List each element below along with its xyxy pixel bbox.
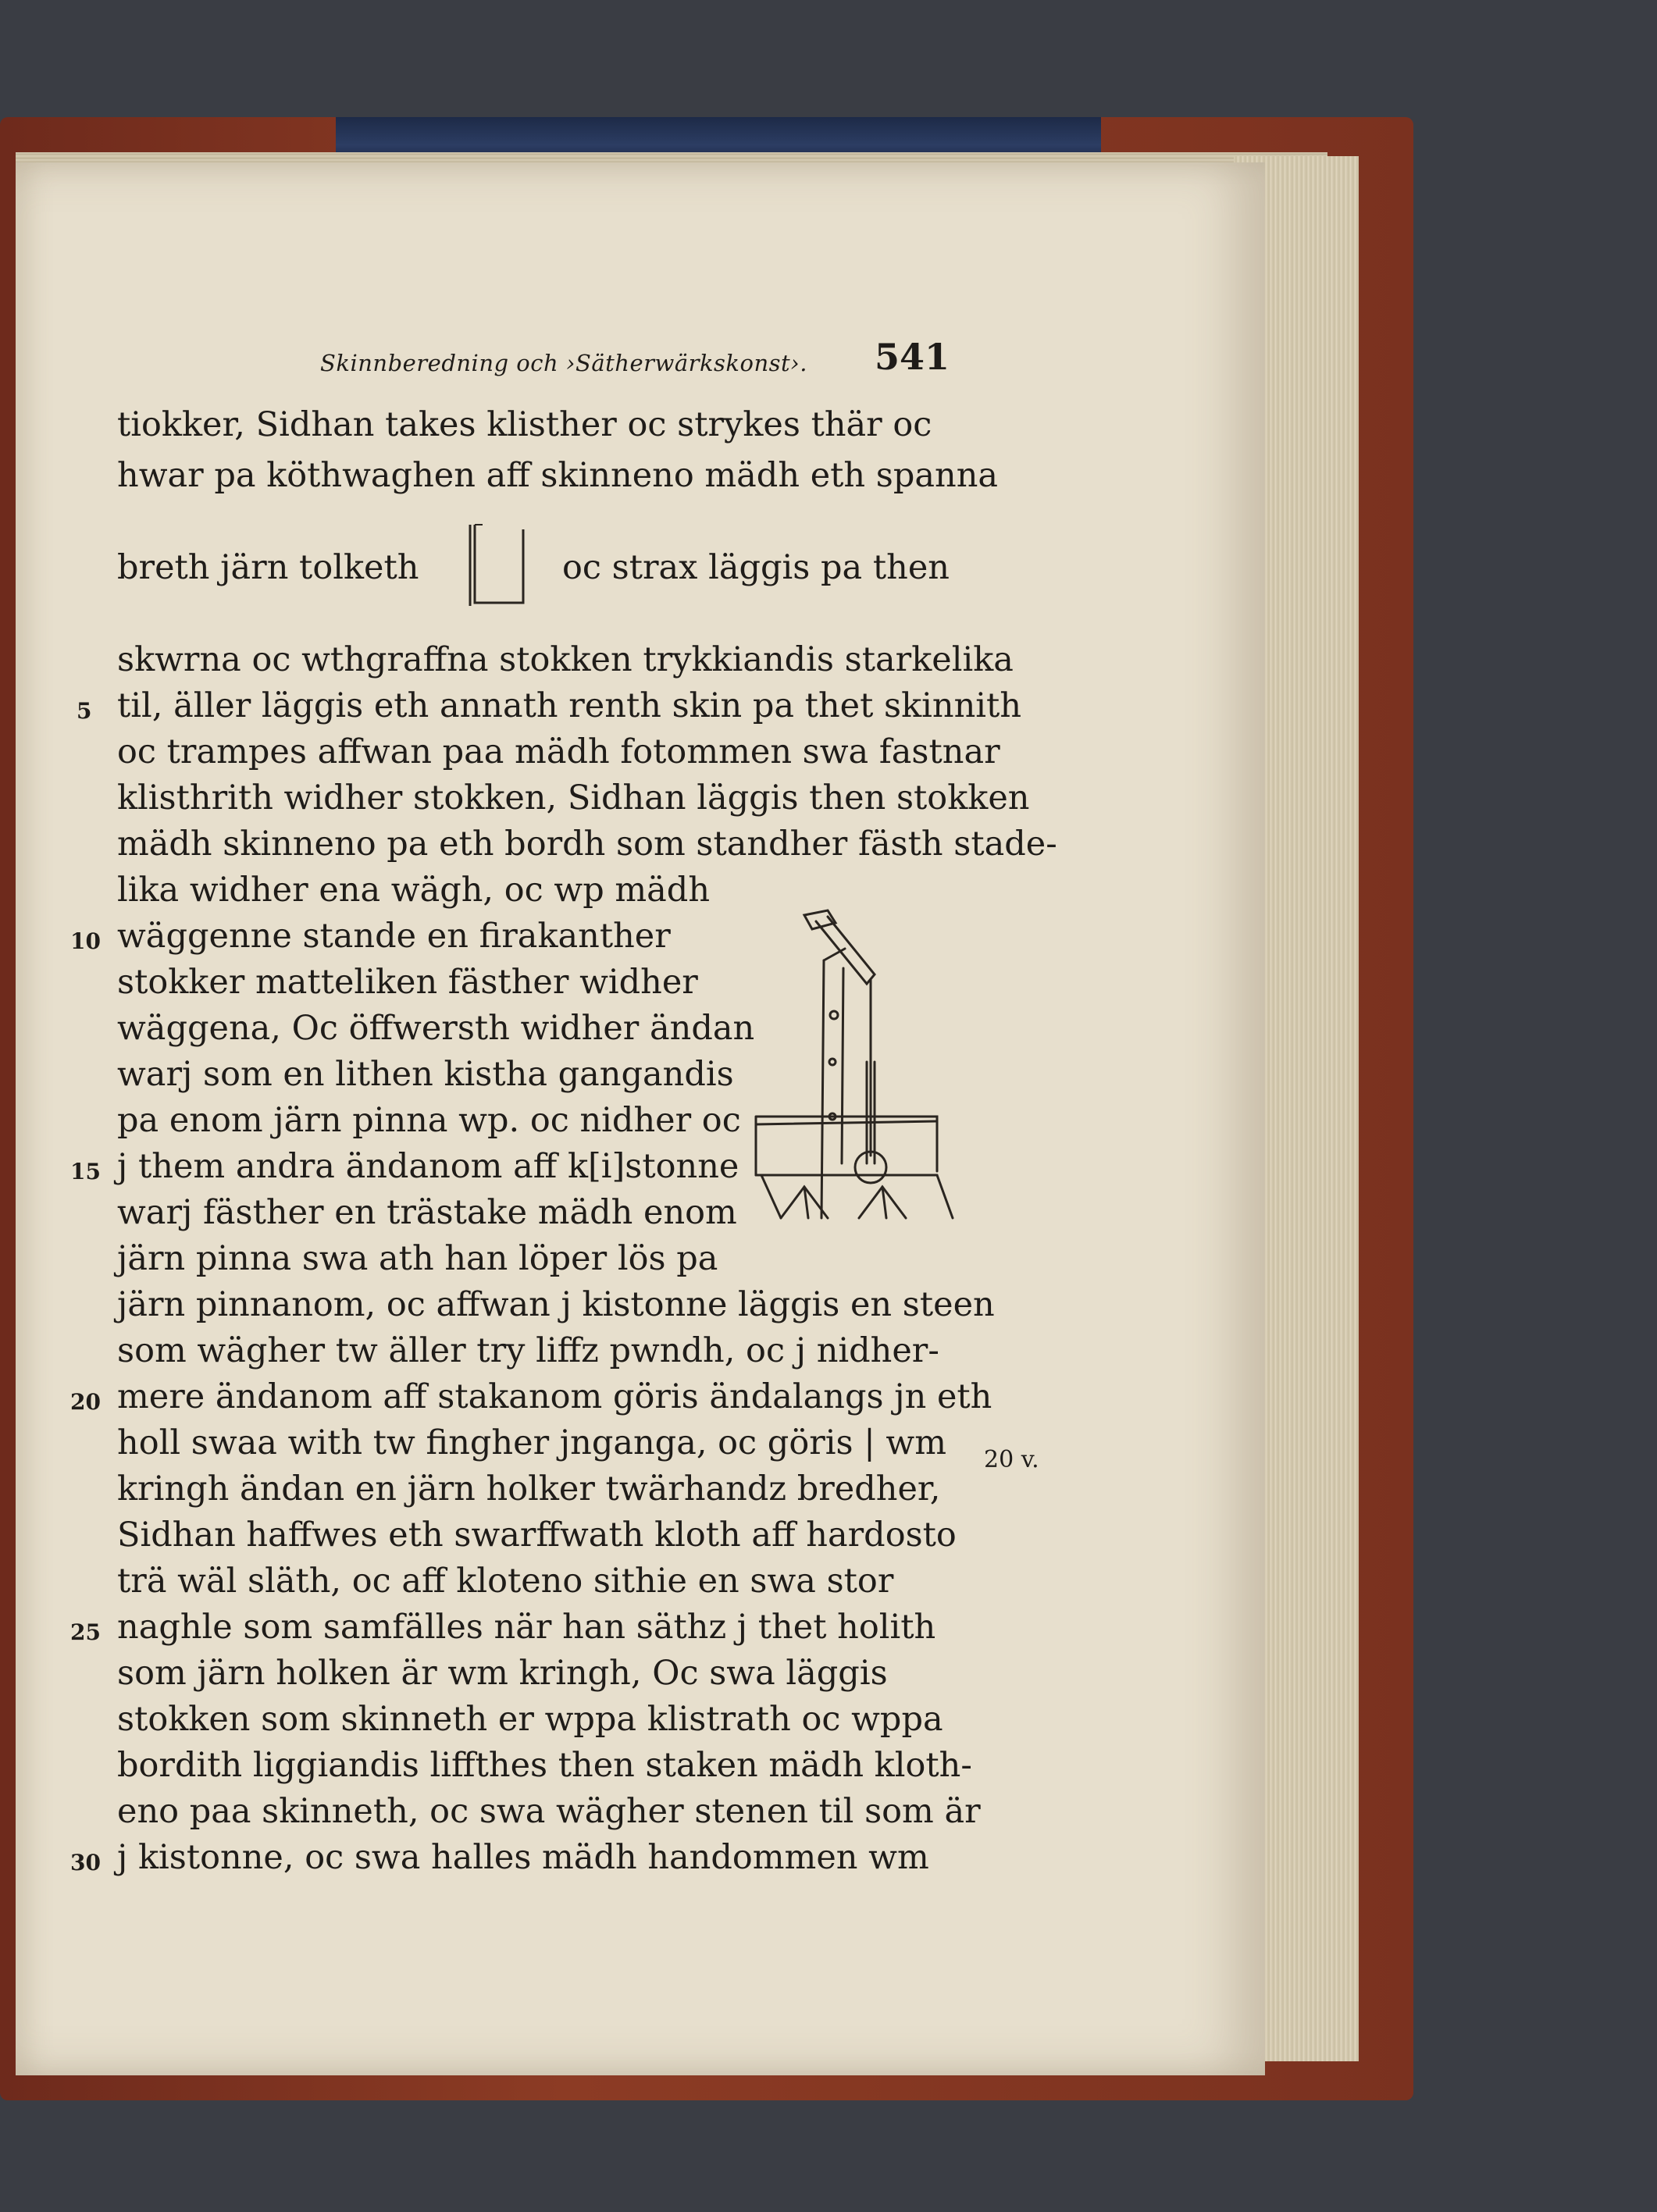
line-number: 20 bbox=[70, 1389, 101, 1415]
line-number: 15 bbox=[70, 1159, 101, 1184]
text-line: kringh ändan en järn holker twärhandz bredher, bbox=[117, 1469, 941, 1509]
text-line: järn pinnanom, oc affwan j kistonne läggis en steen bbox=[117, 1285, 995, 1324]
running-title: Skinnberedning och ›Sätherwärkskonst›. bbox=[320, 350, 807, 376]
bracket-symbol-icon bbox=[467, 522, 528, 609]
text-line: wäggenne stande en firakanther bbox=[117, 917, 671, 956]
text-line: oc strax läggis pa then bbox=[562, 548, 950, 587]
text-line: naghle som samfälles när han säthz j thet holith bbox=[117, 1608, 936, 1647]
text-line: warj som en lithen kistha gangandis bbox=[117, 1055, 734, 1094]
text-line: tiokker, Sidhan takes klisther oc strykes thär oc bbox=[117, 405, 932, 444]
text-line: j them andra ändanom aff k[i]stonne bbox=[117, 1147, 739, 1186]
text-line: mere ändanom aff stakanom göris ändalangs jn eth bbox=[117, 1377, 992, 1416]
text-line: stokker matteliken fästher widher bbox=[117, 963, 698, 1002]
margin-note: 20 v. bbox=[984, 1446, 1039, 1473]
text-line: til, äller läggis eth annath renth skin pa thet skinnith bbox=[117, 686, 1022, 725]
text-line: klisthrith widher stokken, Sidhan läggis then stokken bbox=[117, 778, 1030, 817]
text-line: oc trampes affwan paa mädh fotommen swa fastnar bbox=[117, 732, 1000, 771]
text-line: pa enom järn pinna wp. oc nidher oc bbox=[117, 1101, 741, 1140]
text-line: holl swaa with tw fingher jnganga, oc göris | wm bbox=[117, 1423, 947, 1462]
text-line: som järn holken är wm kringh, Oc swa läggis bbox=[117, 1654, 888, 1693]
text-line: bordith liggiandis liffthes then staken mädh kloth- bbox=[117, 1746, 972, 1785]
text-line: som wägher tw äller try liffz pwndh, oc j nidher- bbox=[117, 1331, 939, 1370]
line-number: 5 bbox=[77, 698, 92, 724]
text-line: eno paa skinneth, oc swa wägher stenen til som är bbox=[117, 1792, 981, 1831]
page-number: 541 bbox=[875, 336, 950, 378]
text-line: Sidhan haffwes eth swarffwath kloth aff hardosto bbox=[117, 1516, 957, 1555]
text-line: lika widher ena wägh, oc wp mädh bbox=[117, 871, 711, 910]
line-number: 30 bbox=[70, 1850, 101, 1875]
text-line: breth järn tolketh bbox=[117, 548, 419, 587]
line-number: 10 bbox=[70, 928, 101, 954]
text-line: wäggena, Oc öffwersth widher ändan bbox=[117, 1009, 755, 1048]
running-header bbox=[320, 336, 950, 383]
text-line: mädh skinneno pa eth bordh som standher fästh stade- bbox=[117, 825, 1057, 864]
text-line: warj fästher en trästake mädh enom bbox=[117, 1193, 737, 1232]
text-line: trä wäl släth, oc aff kloteno sithie en swa stor bbox=[117, 1562, 894, 1601]
text-line: skwrna oc wthgraffna stokken trykkiandis starkelika bbox=[117, 640, 1014, 679]
line-number: 25 bbox=[70, 1619, 101, 1645]
text-line: stokken som skinneth er wppa klistrath oc wppa bbox=[117, 1700, 943, 1739]
text-line: järn pinna swa ath han löper lös pa bbox=[117, 1239, 718, 1278]
stand-illustration bbox=[750, 906, 968, 1249]
text-line: j kistonne, oc swa halles mädh handommen wm bbox=[117, 1838, 929, 1877]
text-line: hwar pa köthwaghen aff skinneno mädh eth spanna bbox=[117, 456, 999, 495]
